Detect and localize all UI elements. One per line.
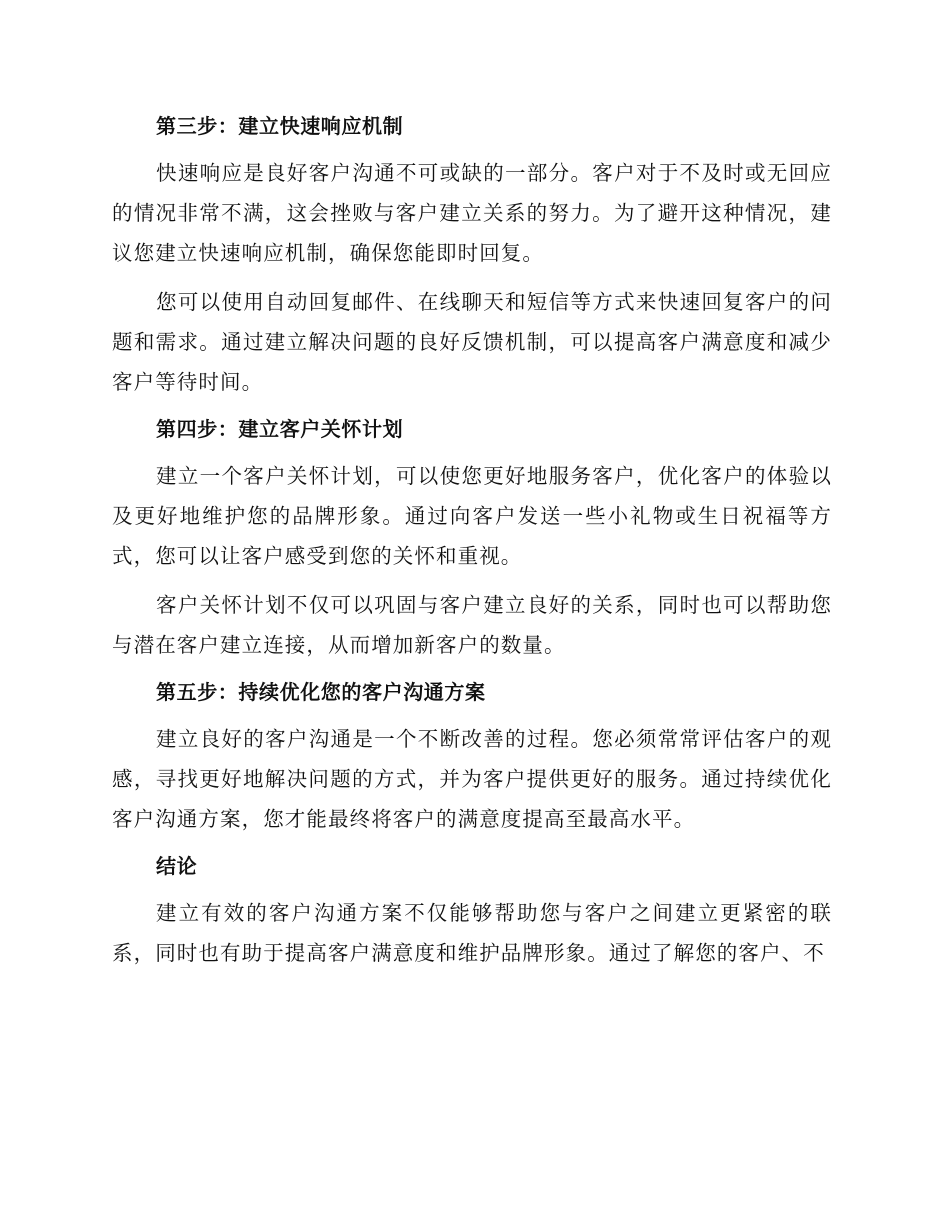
section-heading-step-three: 第三步：建立快速响应机制 <box>156 114 404 138</box>
section-heading-step-four: 第四步：建立客户关怀计划 <box>156 417 404 441</box>
paragraph: 建立一个客户关怀计划，可以使您更好地服务客户，优化客户的体验以及更好地维护您的品牌形象。通过向客户发送一些小礼物或生日祝福等方式，您可以让客户感受到您的关怀和重视。 <box>112 464 832 568</box>
paragraph: 您可以使用自动回复邮件、在线聊天和短信等方式来快速回复客户的问题和需求。通过建立解决问题的良好反馈机制，可以提高客户满意度和减少客户等待时间。 <box>112 290 832 394</box>
section-heading-conclusion: 结论 <box>156 854 198 878</box>
paragraph: 快速响应是良好客户沟通不可或缺的一部分。客户对于不及时或无回应的情况非常不满，这会挫败与客户建立关系的努力。为了避开这种情况，建议您建立快速响应机制，确保您能即时回复。 <box>112 161 832 265</box>
section-heading-step-five: 第五步：持续优化您的客户沟通方案 <box>156 680 486 704</box>
document-page <box>112 108 832 982</box>
paragraph: 客户关怀计划不仅可以巩固与客户建立良好的关系，同时也可以帮助您与潜在客户建立连接，从而增加新客户的数量。 <box>112 593 832 657</box>
paragraph: 建立有效的客户沟通方案不仅能够帮助您与客户之间建立更紧密的联系，同时也有助于提高客户满意度和维护品牌形象。通过了解您的客户、不 <box>112 901 832 965</box>
paragraph: 建立良好的客户沟通是一个不断改善的过程。您必须常常评估客户的观感，寻找更好地解决问题的方式，并为客户提供更好的服务。通过持续优化客户沟通方案，您才能最终将客户的满意度提高至最高水平。 <box>112 727 832 831</box>
